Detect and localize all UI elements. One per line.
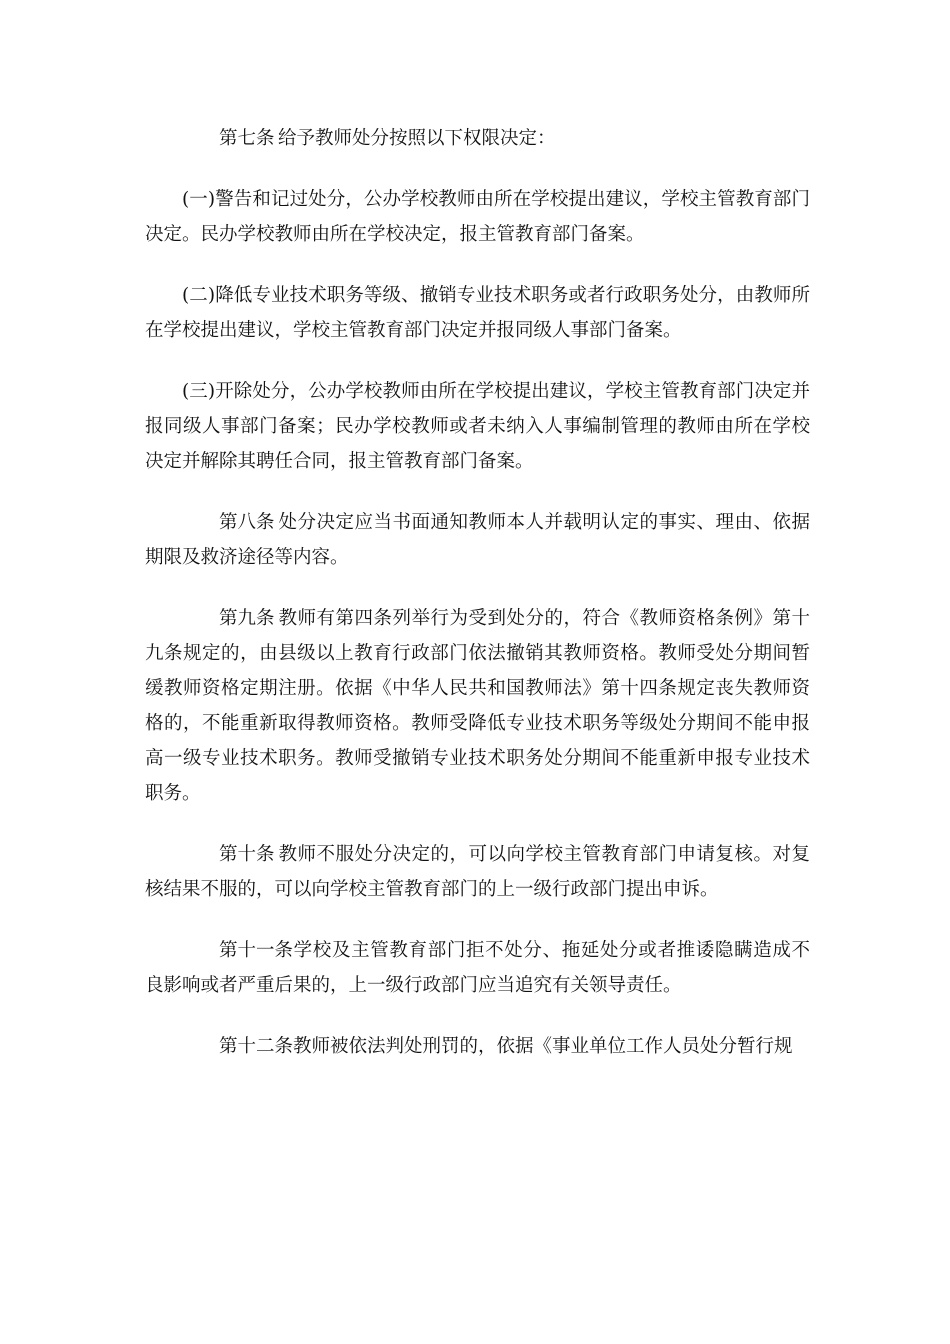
paragraph-text: 教师被依法判处刑罚的，依据《事业单位工作人员处分暂行规 [293, 1036, 793, 1057]
article-number: 第十条 [219, 844, 275, 865]
paragraph-text: 处分决定应当书面通知教师本人并载明认定的事实、理由、依据期限及救济途径等内容。 [145, 512, 810, 568]
article-number: 第十一条 [219, 940, 294, 961]
paragraph-text: (二)降低专业技术职务等级、撤销专业技术职务或者行政职务处分，由教师所在学校提出建议，学校主管教育部门决定并报同级人事部门备案。 [145, 285, 810, 341]
paragraph-article-10 [145, 837, 810, 907]
paragraph-clause-1 [145, 182, 810, 252]
article-number: 第八条 [219, 512, 275, 533]
paragraph-text: (一)警告和记过处分，公办学校教师由所在学校提出建议，学校主管教育部门决定。民办学校教师由所在学校决定，报主管教育部门备案。 [145, 189, 810, 245]
paragraph-article-12 [145, 1029, 810, 1064]
paragraph-text: 给予教师处分按照以下权限决定： [278, 128, 556, 149]
paragraph-article-9 [145, 601, 810, 811]
paragraph-text: 教师有第四条列举行为受到处分的，符合《教师资格条例》第十九条规定的，由县级以上教育行政部门依法撤销其教师资格。教师受处分期间暂缓教师资格定期注册。依据《中华人民共和国教师法》第十四条规定丧失教师资格的，不能重新取得教师资格。教师受降低专业技术职务等级处分期间不能申报高一级专业技术职务。教师受撤销专业技术职务处分期间不能重新申报专业技术职务。 [145, 608, 810, 804]
paragraph-article-7 [145, 121, 810, 156]
article-number: 第七条 [219, 128, 275, 149]
paragraph-article-11 [145, 933, 810, 1003]
paragraph-text: 学校及主管教育部门拒不处分、拖延处分或者推诿隐瞒造成不良影响或者严重后果的，上一级行政部门应当追究有关领导责任。 [145, 940, 810, 996]
paragraph-clause-3 [145, 374, 810, 479]
document-body [145, 121, 810, 1090]
paragraph-article-8 [145, 505, 810, 575]
paragraph-clause-2 [145, 278, 810, 348]
paragraph-text: 教师不服处分决定的，可以向学校主管教育部门申请复核。对复核结果不服的，可以向学校主管教育部门的上一级行政部门提出申诉。 [145, 844, 810, 900]
article-number: 第十二条 [219, 1036, 294, 1057]
article-number: 第九条 [219, 608, 275, 629]
paragraph-text: (三)开除处分，公办学校教师由所在学校提出建议，学校主管教育部门决定并报同级人事部门备案；民办学校教师或者未纳入人事编制管理的教师由所在学校决定并解除其聘任合同，报主管教育部门备案。 [145, 381, 810, 472]
